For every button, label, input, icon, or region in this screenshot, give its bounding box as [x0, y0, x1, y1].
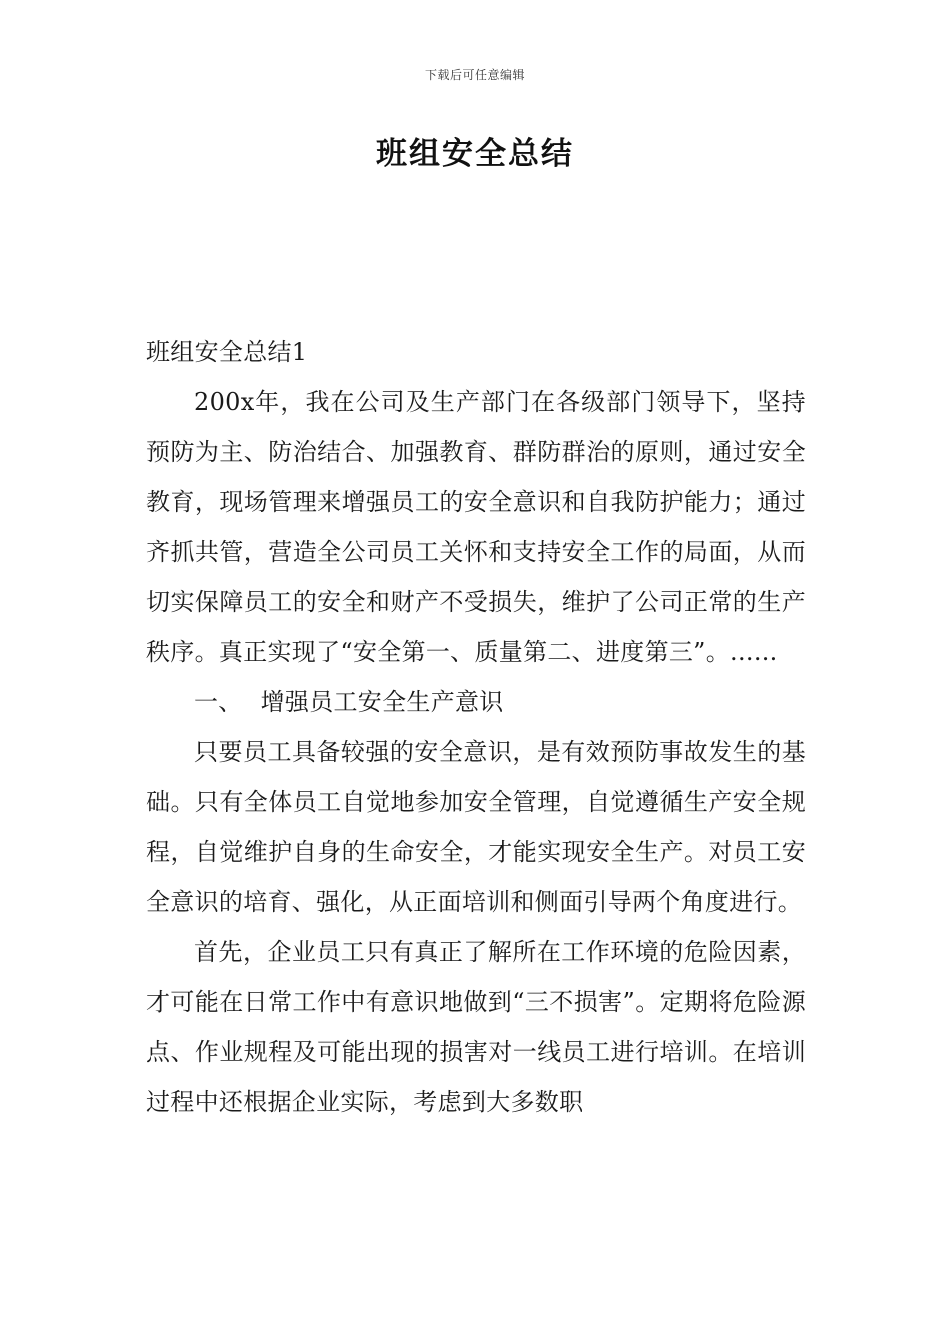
- document-body: [146, 327, 806, 1127]
- paragraph-first: 首先，企业员工只有真正了解所在工作环境的危险因素，才可能在日常工作中有意识地做到“三不损害”。定期将危险源点、作业规程及可能出现的损害对一线员工进行培训。在培训过程中还根据企业实际，考虑到大多数职: [146, 938, 806, 1116]
- header-note: 下载后可任意编辑: [424, 68, 525, 82]
- paragraph-awareness: 只要员工具备较强的安全意识，是有效预防事故发生的基础。只有全体员工自觉地参加安全管理，自觉遵循生产安全规程，自觉维护自身的生命安全，才能实现安全生产。对员工安全意识的培育、强化，从正面培训和侧面引导两个角度进行。: [146, 738, 806, 916]
- paragraph-intro: 200x年，我在公司及生产部门在各级部门领导下，坚持预防为主、防治结合、加强教育、群防群治的原则，通过安全教育，现场管理来增强员工的安全意识和自我防护能力；通过齐抓共管，营造全公司员工关怀和支持安全工作的局面，从而切实保障员工的安全和财产不受损失，维护了公司正常的生产秩序。真正实现了“安全第一、质量第二、进度第三”。......: [146, 388, 806, 666]
- section-heading-1: [146, 677, 806, 727]
- section-subtitle: 班组安全总结1: [146, 338, 308, 366]
- document-title: 班组安全总结: [376, 136, 574, 172]
- section-heading-text: 增强员工安全生产意识: [260, 688, 504, 716]
- section-number: 一、: [194, 688, 243, 716]
